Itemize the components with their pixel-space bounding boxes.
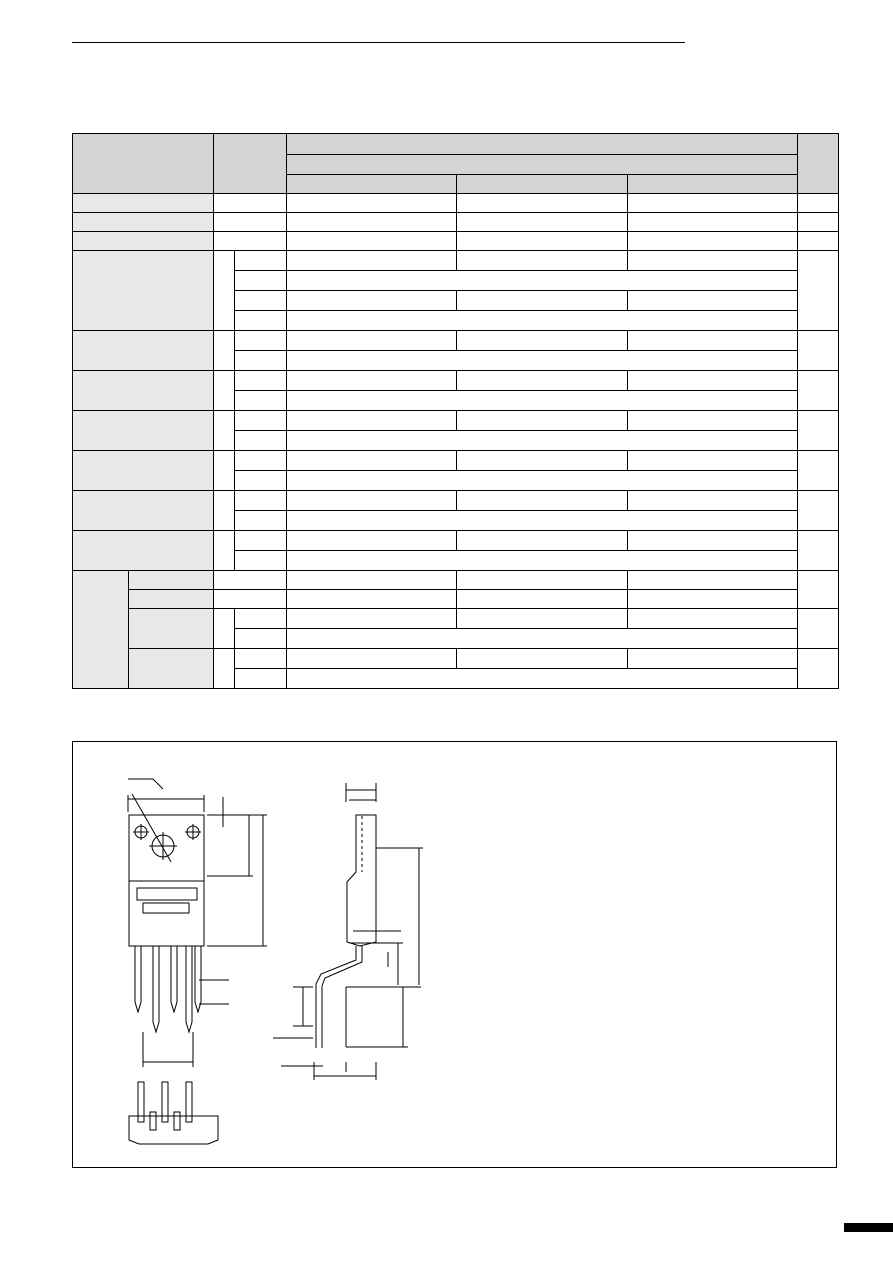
- package-outline-drawing: [73, 742, 838, 1169]
- table-cell: [129, 590, 214, 609]
- table-cell: [628, 590, 798, 609]
- front-view: [128, 779, 267, 1144]
- table-cell: [235, 271, 287, 291]
- table-cell: [129, 649, 214, 689]
- table-cell: [73, 251, 214, 331]
- table-cell: [457, 331, 628, 351]
- top-rule: [72, 42, 685, 43]
- table-cell: [287, 331, 457, 351]
- header-unit-cell: [798, 134, 839, 194]
- table-cell: [287, 232, 457, 251]
- table-cell: [287, 251, 457, 271]
- table-cell: [235, 291, 287, 311]
- table-cell: [628, 213, 798, 232]
- table-cell: [628, 411, 798, 431]
- table-cell: [214, 531, 235, 571]
- table-cell: [287, 629, 798, 649]
- table-cell: [235, 471, 287, 491]
- table-cell: [235, 451, 287, 471]
- table-cell: [287, 311, 798, 331]
- table-cell: [628, 531, 798, 551]
- table-cell: [628, 491, 798, 511]
- table-cell: [798, 491, 839, 531]
- table-cell: [798, 213, 839, 232]
- table-cell: [628, 331, 798, 351]
- table-cell: [798, 251, 839, 331]
- table-cell: [457, 213, 628, 232]
- table-cell: [73, 451, 214, 491]
- table-cell: [235, 551, 287, 571]
- table-cell: [73, 571, 129, 689]
- header-max-cell: [628, 175, 798, 194]
- table-cell: [235, 629, 287, 649]
- table-cell: [235, 531, 287, 551]
- table-cell: [798, 531, 839, 571]
- table-cell: [287, 291, 457, 311]
- table-cell: [287, 213, 457, 232]
- table-cell: [457, 491, 628, 511]
- table-cell: [287, 551, 798, 571]
- specification-table: [72, 133, 839, 689]
- table-cell: [287, 411, 457, 431]
- table-row: [73, 194, 839, 213]
- side-view: [273, 783, 423, 1080]
- table-cell: [287, 649, 457, 669]
- table-row: [73, 451, 839, 471]
- table-cell: [235, 251, 287, 271]
- table-cell: [73, 371, 214, 411]
- table-cell: [287, 371, 457, 391]
- table-cell: [287, 511, 798, 531]
- table-cell: [214, 491, 235, 531]
- table-cell: [73, 194, 214, 213]
- table-cell: [235, 511, 287, 531]
- table-cell: [457, 609, 628, 629]
- table-row: [73, 411, 839, 431]
- table-cell: [214, 232, 287, 251]
- table-cell: [798, 609, 839, 649]
- table-cell: [287, 471, 798, 491]
- table-cell: [628, 291, 798, 311]
- table-cell: [287, 590, 457, 609]
- table-cell: [235, 649, 287, 669]
- table-cell: [457, 649, 628, 669]
- table-cell: [73, 331, 214, 371]
- table-cell: [235, 351, 287, 371]
- table-cell: [214, 649, 235, 689]
- table-cell: [798, 232, 839, 251]
- table-row: [73, 590, 839, 609]
- table-cell: [287, 351, 798, 371]
- table-cell: [287, 431, 798, 451]
- package-outline-frame: [72, 741, 837, 1168]
- table-cell: [628, 194, 798, 213]
- table-cell: [457, 411, 628, 431]
- header-parameter-cell: [73, 134, 214, 194]
- table-cell: [457, 451, 628, 471]
- table-cell: [214, 451, 235, 491]
- table-cell: [287, 669, 798, 689]
- table-cell: [798, 194, 839, 213]
- table-cell: [235, 491, 287, 511]
- table-cell: [235, 371, 287, 391]
- table-cell: [235, 391, 287, 411]
- table-cell: [73, 213, 214, 232]
- header-part-number-cell: [287, 155, 798, 175]
- header-symbol-cell: [214, 134, 287, 194]
- table-cell: [457, 291, 628, 311]
- table-cell: [129, 571, 214, 590]
- table-row: [73, 371, 839, 391]
- table-cell: [287, 491, 457, 511]
- table-cell: [235, 411, 287, 431]
- table-cell: [287, 571, 457, 590]
- table-cell: [129, 609, 214, 649]
- table-cell: [287, 194, 457, 213]
- table-cell: [628, 609, 798, 629]
- table-cell: [235, 609, 287, 629]
- table-header-row: [73, 134, 839, 155]
- page-index-tab: [844, 1223, 893, 1232]
- table-cell: [73, 232, 214, 251]
- table-cell: [73, 411, 214, 451]
- table-cell: [628, 451, 798, 471]
- table-row: [73, 251, 839, 271]
- table-cell: [214, 571, 287, 590]
- table-cell: [628, 649, 798, 669]
- table-cell: [287, 609, 457, 629]
- table-cell: [214, 213, 287, 232]
- table-row: [73, 331, 839, 351]
- table-cell: [287, 391, 798, 411]
- header-ratings-cell: [287, 134, 798, 155]
- table-cell: [214, 371, 235, 411]
- table-cell: [798, 571, 839, 609]
- table-cell: [457, 571, 628, 590]
- table-cell: [457, 590, 628, 609]
- table-cell: [235, 669, 287, 689]
- table-row: [73, 531, 839, 551]
- table-cell: [214, 609, 235, 649]
- table-cell: [798, 649, 839, 689]
- table-cell: [798, 411, 839, 451]
- table-cell: [798, 451, 839, 491]
- table-cell: [214, 194, 287, 213]
- table-cell: [73, 531, 214, 571]
- table-cell: [287, 531, 457, 551]
- table-row: [73, 232, 839, 251]
- table-cell: [235, 311, 287, 331]
- header-typ-cell: [457, 175, 628, 194]
- table-cell: [214, 251, 235, 331]
- table-row: [73, 609, 839, 629]
- table-row: [73, 491, 839, 511]
- table-cell: [235, 331, 287, 351]
- table-cell: [798, 371, 839, 411]
- table-cell: [214, 331, 235, 371]
- header-min-cell: [287, 175, 457, 194]
- table-cell: [628, 232, 798, 251]
- table-row: [73, 571, 839, 590]
- table-row: [73, 649, 839, 669]
- table-cell: [798, 331, 839, 371]
- table-cell: [628, 571, 798, 590]
- table-cell: [214, 590, 287, 609]
- table-cell: [287, 451, 457, 471]
- table-cell: [457, 194, 628, 213]
- table-cell: [73, 491, 214, 531]
- table-cell: [457, 531, 628, 551]
- table-cell: [628, 251, 798, 271]
- table-cell: [628, 371, 798, 391]
- table-cell: [235, 431, 287, 451]
- table-cell: [214, 411, 235, 451]
- table-cell: [457, 232, 628, 251]
- table-row: [73, 213, 839, 232]
- table-cell: [287, 271, 798, 291]
- table-cell: [457, 251, 628, 271]
- table-cell: [457, 371, 628, 391]
